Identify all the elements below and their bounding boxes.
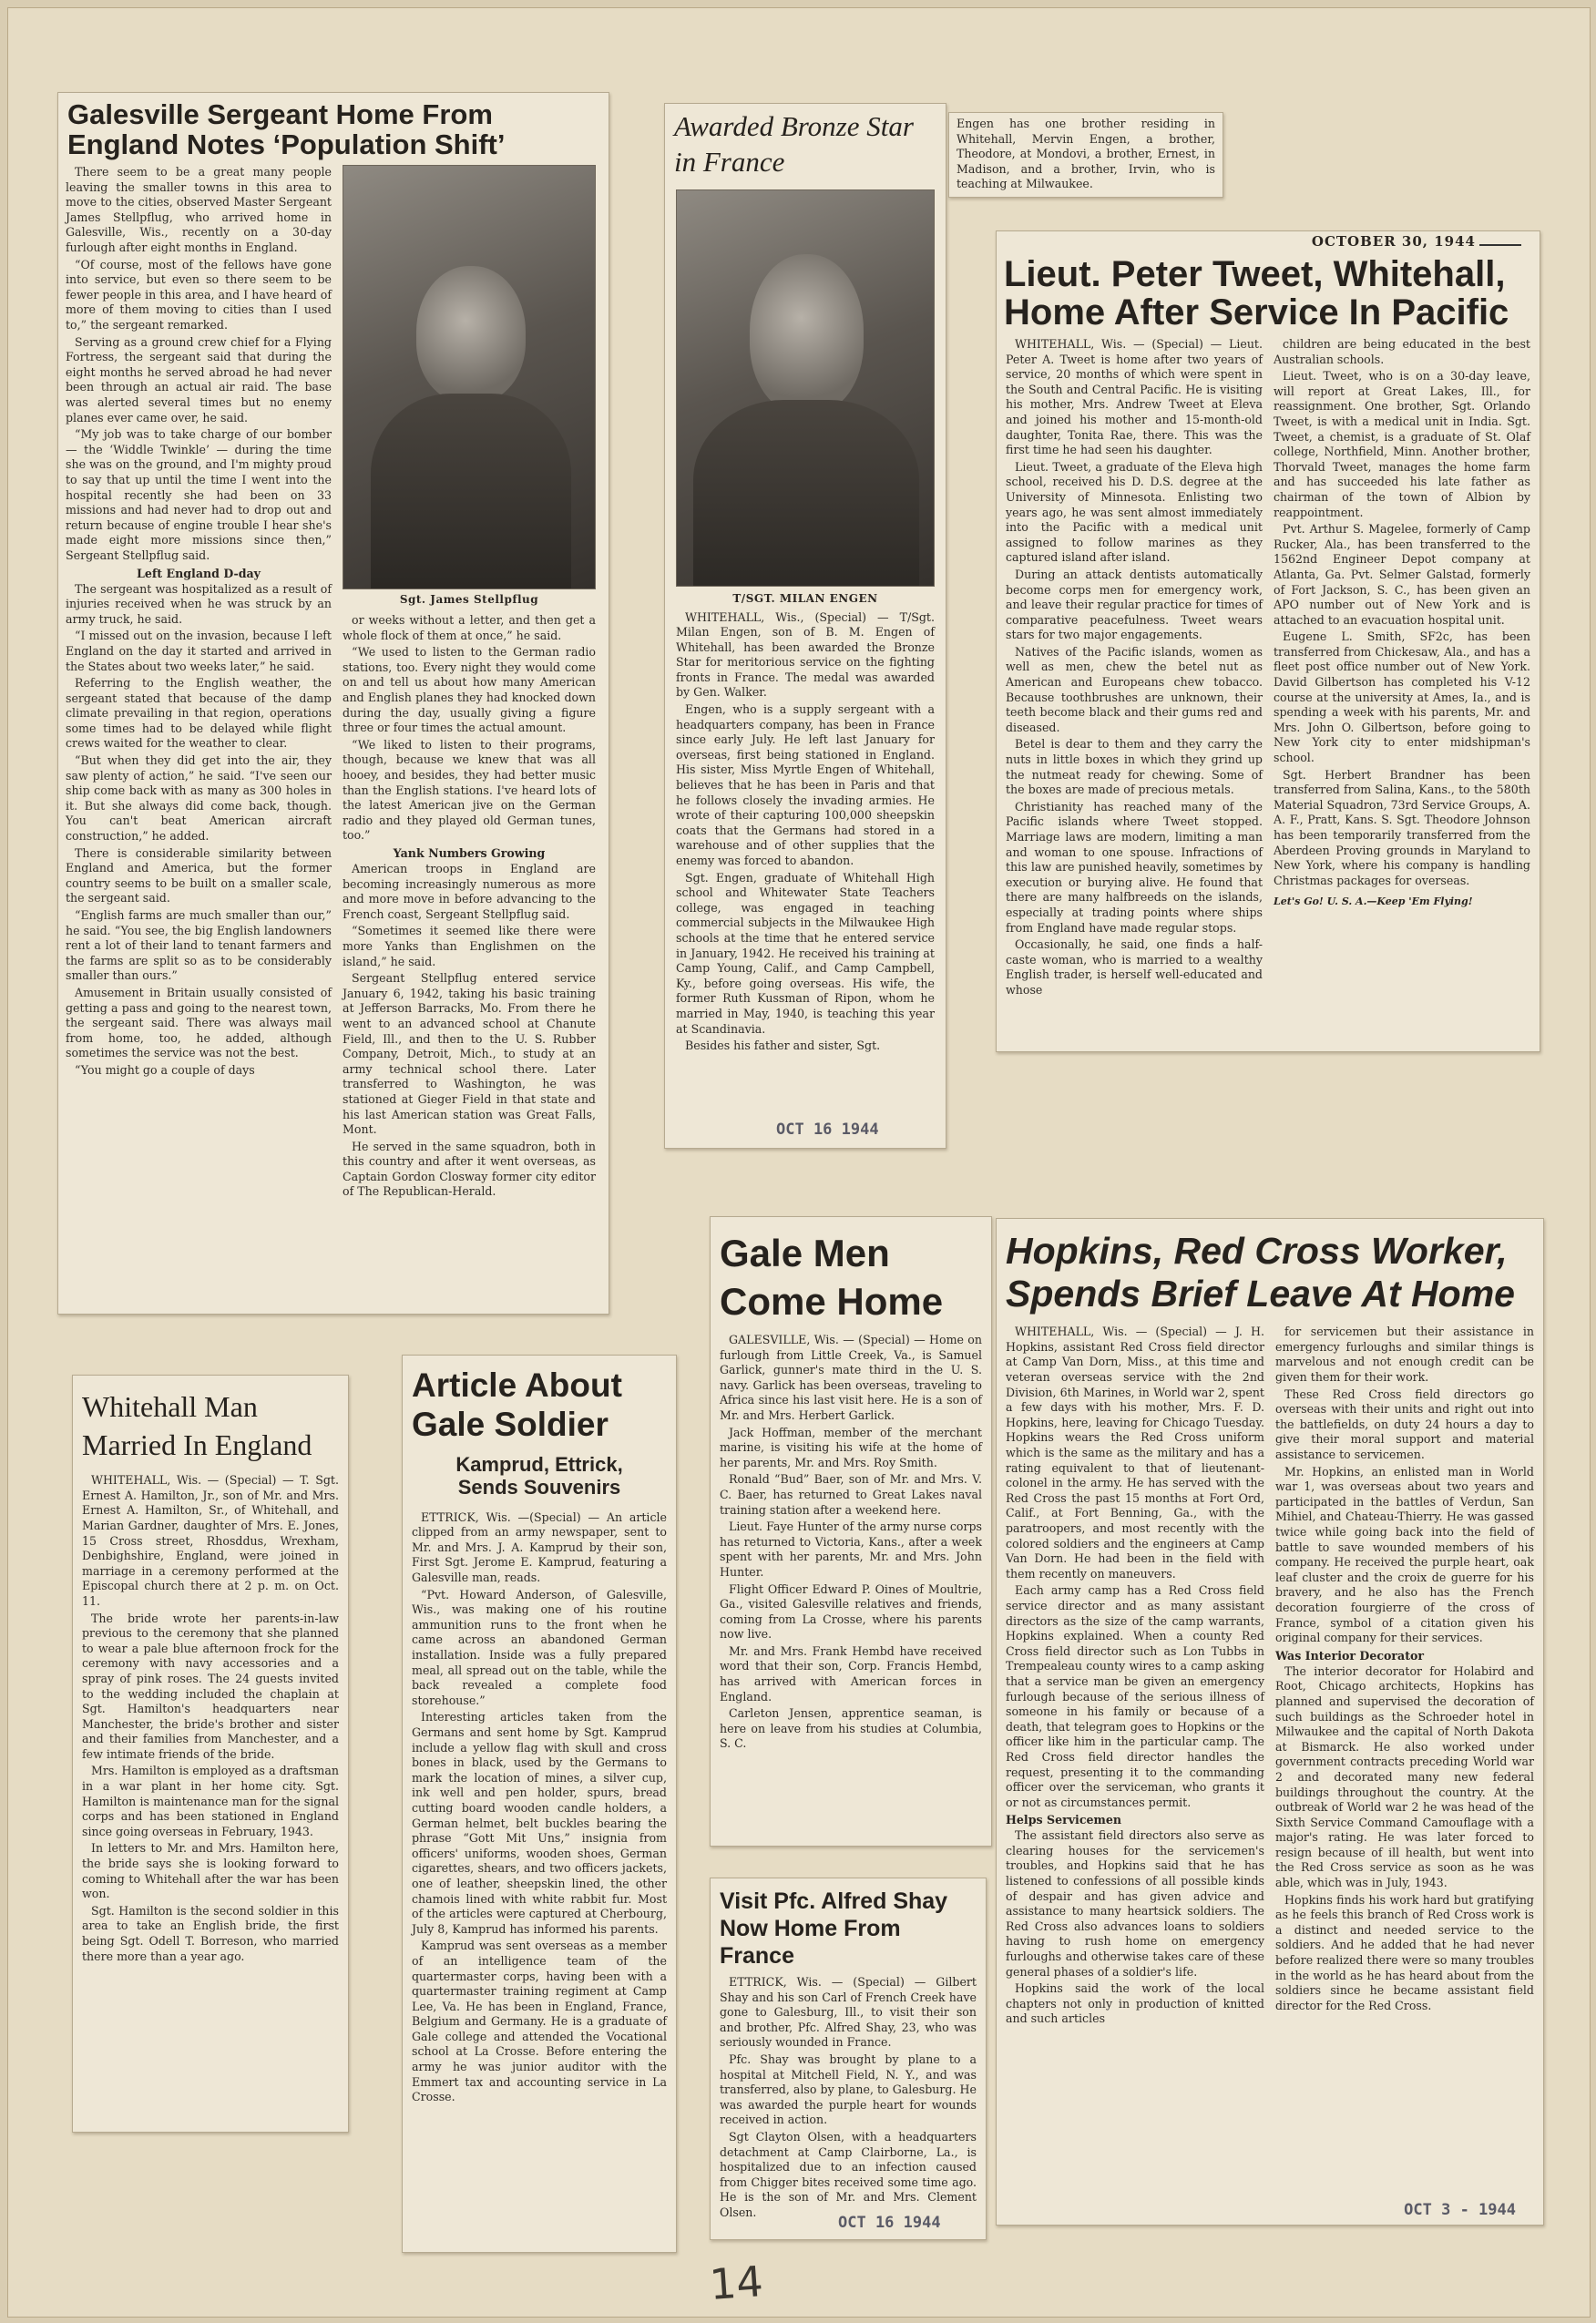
paragraph: ETTRICK, Wis. — (Special) — Gilbert Shay and his son Carl of French Creek have gone to Galesburg, Ill., to visit their son and brother, Pfc. Alfred Shay, 23, who was seriously wounded in France.	[720, 1975, 977, 2050]
photo-caption: Sgt. James Stellpflug	[399, 593, 539, 607]
paragraph: Lieut. Tweet, who is on a 30-day leave, will report at Great Lakes, Ill., for reassignment. One brother, Sgt. Orlando Tweet, is with a medical unit in India. Sgt. Tweet, a chemist, is a graduate of St. Olaf college, Northfield, Minn. Another brother, Thorvald Tweet, manages the home farm and has succeeded his late father as chairman of the town of Albion by reappointment.	[1274, 369, 1530, 519]
article-body	[73, 1473, 348, 1964]
paragraph: Natives of the Pacific islands, women as well as men, chew the betel nut as American and Europeans chew tobacco. Because toothbrushes are unknown, their teeth become black and their gums red and diseased.	[1006, 644, 1263, 734]
paragraph: “You might go a couple of days	[75, 1062, 255, 1077]
paragraph: children are being educated in the best Australian schools.	[1274, 337, 1530, 366]
paragraph: “We used to listen to the German radio stations, too. Every night they would come on and tell us about how many American and English planes they had knocked down during the day, usually giving a figure three or four times the actual amount.	[343, 645, 596, 735]
paragraph: Pvt. Arthur S. Magelee, formerly of Camp Rucker, Ala., has been transferred to the 1562nd Engineer Depot company at Atlanta, Ga. Pvt. Selmer Galstad, formerly of Fort Jackson, S. C., has been given an APO number out of New York and is attached to an evacuation hospital unit.	[1274, 522, 1530, 627]
headline: Awarded Bronze Star in France	[674, 110, 914, 178]
paragraph: Engen has one brother residing in Whitehall, Mervin Engen, a brother, Theodore, at Mondovi, a brother, Ernest, in Madison, and a brother, Irvin, who is teaching at Milwaukee.	[957, 117, 1215, 191]
paragraph: Occasionally, he said, one finds a half-caste woman, who is married to a wealthy English trader, is herself well-educated and whose	[1006, 937, 1263, 997]
paragraph: WHITEHALL, Wis. — (Special) — T. Sgt. Ernest A. Hamilton, Jr., son of Mr. and Mrs. Ernest A. Hamilton, Sr., of Whitehall, and Marian Gardner, daughter of Mrs. E. Jones, 15 Cross street, Rhosddus, Wrexham, Denbighshire, England, were joined in marriage in a ceremony performed at the Episcopal church there at 2 p. m. on Oct. 11.	[82, 1473, 339, 1608]
article-body	[711, 1975, 986, 2221]
clip-gale-men	[710, 1216, 992, 1847]
headline: Visit Pfc. Alfred Shay Now Home From France	[720, 1888, 948, 1969]
clip-hamilton	[72, 1375, 349, 2133]
headline: Hopkins, Red Cross Worker, Spends Brief Leave At Home	[1006, 1230, 1515, 1315]
paragraph: Sgt. Herbert Brandner has been transferred from Salina, Kans., to the 580th Material Squadron, 73rd Service Groups, A. A. F., Pratt, Kans. S. Sgt. Theodore Johnson has been temporarily transferred from the Aberdeen Proving grounds in Maryland to New York, where his company is handling Christmas packages for overseas.	[1274, 767, 1530, 887]
paragraph: He served in the same squadron, both in this country and after it went overseas, as Captain Gordon Closway former city editor of The Republican-Herald.	[343, 1139, 596, 1199]
paragraph: WHITEHALL, Wis., (Special) — T/Sgt. Milan Engen, son of B. M. Engen of Whitehall, has been awarded the Bronze Star for meritorious service on the fighting fronts in France. The medal was awarded by Gen. Walker.	[676, 609, 935, 700]
paragraph: Mr. and Mrs. Frank Hembd have received word that their son, Corp. Francis Hembd, has arrived with American forces in England.	[720, 1643, 982, 1704]
paragraph: “English farms are much smaller than our,” he said. “You see, the big English landowners rent a lot of their land to tenant farmers and the farms are split so as to be considerably smaller than ours.”	[66, 908, 332, 983]
clip-stellpflug	[57, 92, 609, 1315]
paragraph: Lieut. Faye Hunter of the army nurse corps has returned to Victoria, Kans., after a week spent with her parents, Mr. and Mrs. John Hunter.	[720, 1520, 982, 1579]
paragraph: “But when they did get into the air, they saw plenty of action,” he said. “I've seen our ship come back with as many as 300 holes in it. But she always did come back, though. You can't beat American aircraft construction,” he added.	[66, 753, 332, 844]
photo-caption: T/SGT. MILAN ENGEN	[732, 591, 878, 605]
paragraph: Mrs. Hamilton is employed as a draftsman in a war plant in her home city. Sgt. Hamilton is maintenance man for the signal corps and has been stationed in England since going overseas in February, 1943.	[82, 1764, 339, 1838]
paragraph: Amusement in Britain usually consisted of getting a pass and going to the nearest town, the sergeant said. There was always mail from home, too, he added, although sometimes the service was not the best.	[66, 985, 332, 1060]
clip-tweet	[996, 230, 1540, 1052]
date-stamp: OCT 3 - 1944	[1404, 2201, 1516, 2219]
date-stamp: OCT 16 1944	[776, 1121, 879, 1139]
column-2	[1274, 337, 1530, 1000]
paragraph: for servicemen but their assistance in emergency furloughs and similar things is marvelous and not enough credit can be given them for their work.	[1275, 1325, 1534, 1385]
article-body	[665, 610, 946, 1054]
paragraph: In letters to Mr. and Mrs. Hamilton here, the bride says she is looking forward to coming to Whitehall after the war has been won.	[82, 1841, 339, 1901]
paragraph: These Red Cross field directors go overseas with their units and right out into the battlefields, on duty 24 hours a day to give their moral support and material assistance to servicemen.	[1275, 1387, 1534, 1462]
paragraph: Engen, who is a supply sergeant with a headquarters company, has been in France since early July. He left last January for overseas, first being stationed in England. His sister, Miss Myrtle Engen of Whitehall, believes that he has been in Paris and that he follows closely the invading armies. He wrote of their capturing 100,000 sheepskin coats that the Germans had stored in a warehouse and of other supplies that the enemy was forced to abandon.	[676, 702, 935, 867]
paragraph: During an attack dentists automatically become corps men for emergency work, and leave their regular practice for times of comparative peacefulness. Tweet wears stars for two major engagements.	[1006, 567, 1263, 642]
paragraph: Flight Officer Edward P. Oines of Moultrie, Ga., visited Galesville relatives and friends, coming from La Crosse, where his parents now live.	[720, 1581, 982, 1642]
paragraph: Besides his father and sister, Sgt.	[685, 1039, 881, 1053]
photo-engen	[676, 189, 935, 587]
paragraph: or weeks without a letter, and then get a whole flock of them at once,” he said.	[343, 613, 596, 642]
paragraph: Each army camp has a Red Cross field service director and as many assistant directors as the size of the camp warrants, Hopkins explained. When a county Red Cross field director such as Lon Tubbs in Trempealeau county wires to a camp asking that a service man be given an emergency furlough because of the serious illness of someone in his family or because of a death, that telegram goes to Hopkins or the officer like him in the particular camp. The Red Cross field director handles the request, presenting it to the commanding officer over the serviceman, who grants it or not as circumstances permit.	[1006, 1583, 1264, 1809]
scrapbook-page	[7, 7, 1591, 2318]
paragraph: The sergeant was hospitalized as a result of injuries received when he was struck by an army truck, he said.	[66, 581, 332, 626]
paragraph: Sgt. Engen, graduate of Whitehall High school and Whitewater State Teachers college, was engaged in teaching commercial subjects in the Milwaukee High schools at the time that he entered service in January, 1942. He received his training at Camp Young, Calif., and Camp Campbell, Ky., before going overseas. His wife, the former Ruth Kussman of Ripon, whom he married in May, 1940, is teaching this year at Scandinavia.	[676, 870, 935, 1036]
article-body	[711, 1333, 991, 1752]
paragraph: “We liked to listen to their programs, though, because we knew that was all hooey, and besides, they had better music than the English stations. I've heard lots of the latest American jive on the German radio and they played old German tunes, too.”	[343, 737, 596, 843]
paragraph: Serving as a ground crew chief for a Flying Fortress, the sergeant said that during the eight months he served abroad he had never been through an actual air raid. The base was alerted several times but no enemy planes ever came over, he said.	[66, 334, 332, 425]
paragraph: Sgt Clayton Olsen, with a headquarters detachment at Camp Clairborne, La., is hospitalized due to an infection caused from Chigger bites received some time ago. He is the son of Mr. and Mrs. Clement Olsen.	[720, 2129, 977, 2219]
paragraph: Ronald “Bud” Baer, son of Mr. and Mrs. V. C. Baer, has returned to Great Lakes naval training station after a weekend here.	[720, 1472, 982, 1517]
paragraph: Pfc. Shay was brought by plane to a hospital at Mitchell Field, N. Y., and was transferred, also by plane, to Galesburg. He was awarded the purple heart for wounds received in action.	[720, 2052, 977, 2127]
paragraph: Christianity has reached many of the Pacific islands where Tweet stopped. Marriage laws are modern, limiting a man and woman to one spouse. Infractions of this law are punished heavily, sometimes by execution or burying alive. He found that there are many halfbreeds on the islands, especially at trading points where ships from England have made regular stops.	[1006, 799, 1263, 935]
paragraph: Interesting articles taken from the Germans and sent home by Sgt. Kamprud include a yellow flag with skull and cross bones in black, used by the Germans to mark the location of mines, a silver cup, ink well and pen holder, spurs, bread cutting board wooden candle holders, a German helmet, belt buckles bearing the phrase “Gott Mit Uns,” insignia from officers' uniforms, wooden shoes, German cigarettes, shears, and two officers jackets, one of leather, sheepskin lined, the other chamois lined with white rabbit fur. Most of the articles were captured at Cherbourg, July 8, Kamprud has informed his parents.	[412, 1710, 667, 1936]
paragraph: The assistant field directors also serve as clearing houses for the servicemen's troubles, and Hopkins said that he has listened to confessions of all possible kinds of despair and has given advice and assistance to many heartsick soldiers. The Red Cross also advances loans to soldiers having to rush home on emergency furloughs and otherwise takes care of these general phases of a soldier's life.	[1006, 1828, 1264, 1979]
paragraph: “I missed out on the invasion, because I left England on the day it started and arrived in the States about two weeks later,” he said.	[66, 629, 332, 673]
slogan: Let's Go! U. S. A.—Keep 'Em Flying!	[1274, 895, 1473, 908]
paragraph: “Sometimes it seemed like there were more Yanks than Englishmen on the island,” he said.	[343, 924, 596, 968]
clip-hopkins	[996, 1218, 1544, 2226]
paragraph: “Pvt. Howard Anderson, of Galesville, Wis., was making one of his routine ammunition runs to the front when he came across an abandoned German installation. Inside was a fully prepared meal, all spread out on the table, while the back revealed a complete food storehouse.”	[412, 1587, 667, 1707]
paragraph: The bride wrote her parents-in-law previous to the ceremony that she planned to wear a pale blue afternoon frock for the ceremony with navy accessories and a spray of pink roses. The 24 guests invited to the wedding included the chaplain at Sgt. Hamilton's headquarters near Manchester, the bride's brother and sister and their families from Manchester, and a few intimate friends of the bride.	[82, 1611, 339, 1761]
paragraph: Referring to the English weather, the sergeant stated that because of the damp climate prevailing in that region, operations some times had to be delayed while flight crews waited for the weather to clear.	[66, 676, 332, 751]
paragraph: Betel is dear to them and they carry the nuts in little boxes in which they grind up the nutmeat ready for chewing. Some of the boxes are made of precious metals.	[1006, 737, 1263, 797]
clip-kamprud	[402, 1355, 677, 2253]
paragraph: Sgt. Hamilton is the second soldier in this area to take an English bride, the first being Sgt. Odell T. Borreson, who married there more than a year ago.	[82, 1903, 339, 1963]
subheading: Was Interior Decorator	[1275, 1648, 1425, 1663]
clip-shay	[710, 1878, 987, 2240]
date-stamp: OCT 16 1944	[838, 2214, 941, 2232]
paragraph: Eugene L. Smith, SF2c, has been transferred from Chickesaw, Ala., and has a fleet post office number out of New York. David Gilbertson has completed his V-12 course at the university at Ames, Ia., and is spending a week with his parents, Mr. and Mrs. John O. Gilbertson, before going to New York city to enter midshipman's school.	[1274, 629, 1530, 765]
headline: Article About Gale Soldier	[412, 1366, 622, 1443]
paragraph: Hopkins said the work of the local chapters not only in production of knitted and such articles	[1006, 1981, 1264, 2026]
paragraph: GALESVILLE, Wis. — (Special) — Home on furlough from Little Creek, Va., is Samuel Garlick, gunner's mate third in the U. S. navy. Garlick has been overseas, traveling to Africa since his last visit here. He is a son of Mr. and Mrs. Herbert Garlick.	[720, 1333, 982, 1422]
dateline: OCTOBER 30, 1944	[1311, 233, 1476, 250]
column-2	[343, 613, 596, 1200]
headline: Lieut. Peter Tweet, Whitehall, Home After Service In Pacific	[1004, 254, 1509, 333]
column-1	[66, 165, 332, 1080]
paragraph: Kamprud was sent overseas as a member of an intelligence team of the quartermaster corps, having been with a quartermaster training regiment at Camp Lee, Va. He has been in England, France, Belgium and Germany. He is a graduate of Gale college and attended the Vocational school at La Crosse. Before entering the army he was junior auditor with the Emmert tax and accounting service in La Crosse.	[412, 1939, 667, 2104]
paragraph: Lieut. Tweet, a graduate of the Eleva high school, received his D. D.S. degree at the University of Minnesota. Enlisting two years ago, he was sent almost immediately into the Pacific with a medical unit assigned to follow marines as they captured island after island.	[1006, 459, 1263, 565]
paragraph: ETTRICK, Wis. —(Special) — An article clipped from an army newspaper, sent to Mr. and Mrs. J. A. Kamprud by their son, First Sgt. Jerome E. Kamprud, featuring a Galesville man, reads.	[412, 1509, 667, 1585]
paragraph: Sergeant Stellpflug entered service January 6, 1942, taking his basic training at Jefferson Barracks, Mo. From there he went to an advanced school at Chanute Field, Ill., and then to the U. S. Rubber Company, Detroit, Mich., to study at an army technical school there. Later transferred to Washington, he was stationed at Gieger Field in that state and his last American station was Great Falls, Mont.	[343, 971, 596, 1137]
column-1	[1006, 1325, 1264, 2029]
paragraph: There seem to be a great many people leaving the smaller towns in this area to move to the cities, observed Master Sergeant James Stellpflug, who arrived home in Galesville, Wis., recently on a 30-day furlough after eight months in England.	[66, 165, 332, 255]
paragraph: There is considerable similarity between England and America, but the former country seems to be built on a smaller scale, the sergeant said.	[66, 845, 332, 906]
paragraph: Hopkins finds his work hard but gratifying as he feels this branch of Red Cross work is a distinct and needed service to the soldiers. And he added that he had never before realized there were so many troubles in the world as he has heard about from the soldiers since he became assistant field director for the Red Cross.	[1275, 1892, 1534, 2012]
headline: Gale Men Come Home	[720, 1232, 944, 1323]
paragraph: “Of course, most of the fellows have gone into service, but even so there seem to be fewer people in this area, and I have heard of more of them moving to cities than I used to,” the sergeant remarked.	[66, 257, 332, 333]
paragraph: Mr. Hopkins, an enlisted man in World war 1, was overseas about two years and participated in the battles of Verdun, San Mihiel, and Chateau-Thierry. He was gassed twice while going back into the field of battle to save wounded members of his company. He received the purple heart, oak leaf cluster and the croix de guerre for his bravery, and he also has the French decoration fourgierre of the cross of France, symbol of a citation given his original company for their services.	[1275, 1464, 1534, 1645]
paragraph: Jack Hoffman, member of the merchant marine, is visiting his wife at the home of her parents, Mr. and Mrs. Roy Smith.	[720, 1425, 982, 1469]
paragraph: “My job was to take charge of our bomber — the ‘Widdle Twinkle’ — during the time she was on the ground, and I'm mighty proud to say that up until the time I went into the hospital recently she had been on 33 missions and had never had to drop out and return because of engine trouble I hear she's made eight more missions since then,” Sergeant Stellpflug said.	[66, 427, 332, 562]
subheadline: Kamprud, Ettrick, Sends Souvenirs	[455, 1453, 623, 1499]
paragraph: Carleton Jensen, apprentice seaman, is here on leave from his studies at Columbia, S. C.	[720, 1706, 982, 1751]
paragraph: American troops in England are becoming increasingly numerous as more and more move in before advancing to the French coast, Sergeant Stellpflug said.	[343, 862, 596, 921]
headline: Galesville Sergeant Home From England Notes ‘Population Shift’	[67, 98, 506, 160]
clip-engen-continuation	[948, 112, 1223, 198]
headline: Whitehall Man Married In England	[82, 1390, 312, 1461]
paragraph: The interior decorator for Holabird and Root, Chicago architects, Hopkins has planned and supervised the decoration of such buildings as the Schroeder hotel in Milwaukee and the capital of North Dakota at Bismarck. He also worked under government contracts preceding World war 2 and decorated many new federal buildings throughout the country. At the outbreak of World war 2 he was head of the Sixth Service Command Camouflage with a major's rating. He was later forced to resign because of ill health, but went into the Red Cross service as soon as he was able, which was in July, 1943.	[1275, 1663, 1534, 1890]
photo-stellpflug	[343, 165, 596, 589]
subheading: Left England D-day	[136, 566, 261, 580]
clip-engen	[664, 103, 946, 1149]
paragraph: WHITEHALL, Wis. — (Special) — J. H. Hopkins, assistant Red Cross field director at Camp Van Dorn, Miss., at this time and veteran overseas service with the 2nd Division, 6th Marines, in World war 2, spent a few days with his mother, Mrs. F. D. Hopkins, here, leaving for Chicago Tuesday. Hopkins wears the Red Cross uniform which is the same as the military and has a rating equivalent to that of lieutenant-colonel in the army. He has served with the Red Cross the past 15 months at Fort Ord, Calif., at Fort Benning, Ga., with the paratroopers, and most recently with the colored soldiers and the engineers at Camp Van Dorn. He had been in the field with them recently on maneuvers.	[1006, 1325, 1264, 1581]
article-body	[403, 1510, 676, 2105]
page-number: 14	[708, 2256, 765, 2309]
subheading: Yank Numbers Growing	[393, 846, 546, 860]
column-2	[1275, 1325, 1534, 2029]
column-1	[1006, 337, 1263, 1000]
subheading: Helps Servicemen	[1006, 1813, 1121, 1827]
paragraph: WHITEHALL, Wis. — (Special) — Lieut. Peter A. Tweet is home after two years of service, 20 months of which were spent in the South and Central Pacific. He is visiting his mother, Mrs. Andrew Tweet at Eleva and joined his mother and 15-month-old daughter, Tonita Rae, there. This was the first time he had seen his daughter.	[1006, 337, 1263, 457]
